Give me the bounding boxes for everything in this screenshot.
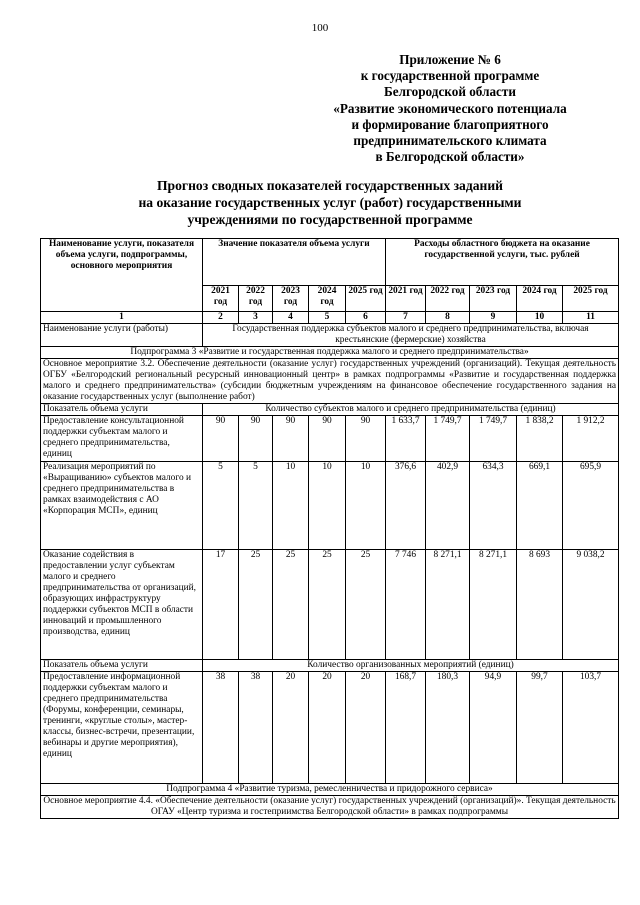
appendix-line: и формирование благоприятного [351,116,549,132]
service-name: Предоставление консультационной поддержки субъектам малого и среднего предпринимательства, единиц [41,416,203,462]
volume-cell: 90 [203,416,239,462]
column-number: 3 [239,312,273,324]
expense-cell: 94,9 [470,672,517,784]
column-number: 9 [470,312,517,324]
expense-cell: 8 271,1 [470,550,517,660]
volume-cell: 38 [203,672,239,784]
volume-cell: 90 [346,416,386,462]
column-number: 6 [346,312,386,324]
indicators-table [40,238,619,819]
table-row [41,672,619,784]
service-name: Оказание содействия в предоставлении услуг субъектам малого и среднего предпринимательства от организаций, образующих инфраструктуру поддержки субъектов МСП в области инноваций и промышленного производства, единиц [41,550,203,660]
year-header: 2023 год [273,286,309,312]
expense-cell: 168,7 [386,672,426,784]
table-row [41,416,619,462]
volume-cell: 10 [346,462,386,550]
column-number: 5 [309,312,346,324]
appendix-line: Белгородской области [384,84,516,100]
activity-row [41,359,619,404]
indicator-description: Количество организованных мероприятий (единиц) [203,660,619,672]
volume-cell: 17 [203,550,239,660]
subprogram-3-title: Подпрограмма 3 «Развитие и государственная поддержка малого и среднего предпринимательства» [41,347,619,359]
volume-cell: 90 [273,416,309,462]
table-row [41,550,619,660]
expense-cell: 402,9 [426,462,470,550]
service-name-label: Наименование услуги (работы) [41,324,203,347]
subprogram-row [41,347,619,359]
header-volume-group: Значение показателя объема услуги [203,239,386,286]
volume-cell: 25 [346,550,386,660]
appendix-line: к государственной программе [360,68,540,84]
volume-cell: 10 [309,462,346,550]
indicator-row [41,404,619,416]
expense-cell: 180,3 [426,672,470,784]
activity-4-4: Основное мероприятие 4.4. «Обеспечение деятельности (оказание услуг) государственных учреждений (организаций)». Текущая деятельность ОГАУ «Центр туризма и гостеприимства Белгородской области» в рамках подпрограммы [41,796,619,819]
year-header: 2021 год [386,286,426,312]
expense-cell: 1 838,2 [517,416,563,462]
column-number: 10 [517,312,563,324]
appendix-heading [300,52,600,165]
year-header: 2022 год [426,286,470,312]
title-line: на оказание государственных услуг (работ) государственными [138,194,522,210]
volume-cell: 5 [239,462,273,550]
document-title [100,178,560,228]
expense-cell: 8 271,1 [426,550,470,660]
title-line: учреждениями по государственной программе [187,211,473,227]
volume-cell: 25 [273,550,309,660]
year-header: 2023 год [470,286,517,312]
appendix-line: «Развитие экономического потенциала [333,100,567,116]
service-name-value: Государственная поддержка субъектов малого и среднего предпринимательства, включая крестьянские (фермерские) хозяйства [203,324,619,347]
volume-cell: 20 [273,672,309,784]
volume-cell: 90 [309,416,346,462]
expense-cell: 1 912,2 [563,416,619,462]
volume-cell: 20 [346,672,386,784]
indicator-label: Показатель объема услуги [41,404,203,416]
volume-cell: 5 [203,462,239,550]
volume-cell: 90 [239,416,273,462]
expense-cell: 376,6 [386,462,426,550]
volume-cell: 25 [309,550,346,660]
activity-3-2: Основное мероприятие 3.2. Обеспечение деятельности (оказание услуг) государственных учреждений (организаций). Текущая деятельность ОГБУ «Белгородский региональный ресурсный инновационный центр» в рамках подпрограммы «Развитие и государственная поддержка малого и среднего предпринимательства» (субсидии бюджетным учреждениям на финансовое обеспечение государственного задания на оказание государственных услуг (выполнение работ) [41,359,619,404]
expense-cell: 634,3 [470,462,517,550]
expense-cell: 99,7 [517,672,563,784]
year-header: 2022 год [239,286,273,312]
year-header: 2025 год [563,286,619,312]
column-number: 8 [426,312,470,324]
column-number: 1 [41,312,203,324]
page-number: 100 [311,22,329,34]
expense-cell: 1 749,7 [426,416,470,462]
service-name-row [41,324,619,347]
expense-cell: 1 633,7 [386,416,426,462]
subprogram-row [41,784,619,796]
appendix-line: Приложение № 6 [399,52,501,67]
year-header: 2024 год [517,286,563,312]
activity-row [41,796,619,819]
table-row [41,462,619,550]
year-header: 2021 год [203,286,239,312]
volume-cell: 25 [239,550,273,660]
expense-cell: 8 693 [517,550,563,660]
expense-cell: 103,7 [563,672,619,784]
column-number: 2 [203,312,239,324]
indicator-row [41,660,619,672]
expense-cell: 7 746 [386,550,426,660]
column-number: 4 [273,312,309,324]
service-name: Реализация мероприятий по «Выращиванию» субъектов малого и среднего предпринимательства в рамках взаимодействия с АО «Корпорация МСП», единиц [41,462,203,550]
appendix-line: предпринимательского климата [353,133,547,149]
volume-cell: 10 [273,462,309,550]
column-numbers-row [41,312,619,324]
indicator-label: Показатель объема услуги [41,660,203,672]
header-expense-group: Расходы областного бюджета на оказание государственной услуги, тыс. рублей [386,239,619,286]
expense-cell: 669,1 [517,462,563,550]
column-number: 11 [563,312,619,324]
title-line: Прогноз сводных показателей государственных заданий [156,178,503,193]
subprogram-4-title: Подпрограмма 4 «Развитие туризма, ремесленничества и придорожного сервиса» [41,784,619,796]
volume-cell: 20 [309,672,346,784]
appendix-line: в Белгородской области» [375,149,525,165]
service-name: Предоставление информационной поддержки субъектам малого и среднего предпринимательства (Форумы, конференции, семинары, тренинги, «круглые столы», мастер-классы, бизнес-встречи, презентации, вебинары и другие мероприятия), единиц [41,672,203,784]
indicator-description: Количество субъектов малого и среднего предпринимательства (единиц) [203,404,619,416]
header-name-column: Наименование услуги, показателя объема услуги, подпрограммы, основного мероприятия [41,239,203,312]
expense-cell: 9 038,2 [563,550,619,660]
year-header: 2024 год [309,286,346,312]
volume-cell: 38 [239,672,273,784]
year-header: 2025 год [346,286,386,312]
expense-cell: 695,9 [563,462,619,550]
column-number: 7 [386,312,426,324]
expense-cell: 1 749,7 [470,416,517,462]
